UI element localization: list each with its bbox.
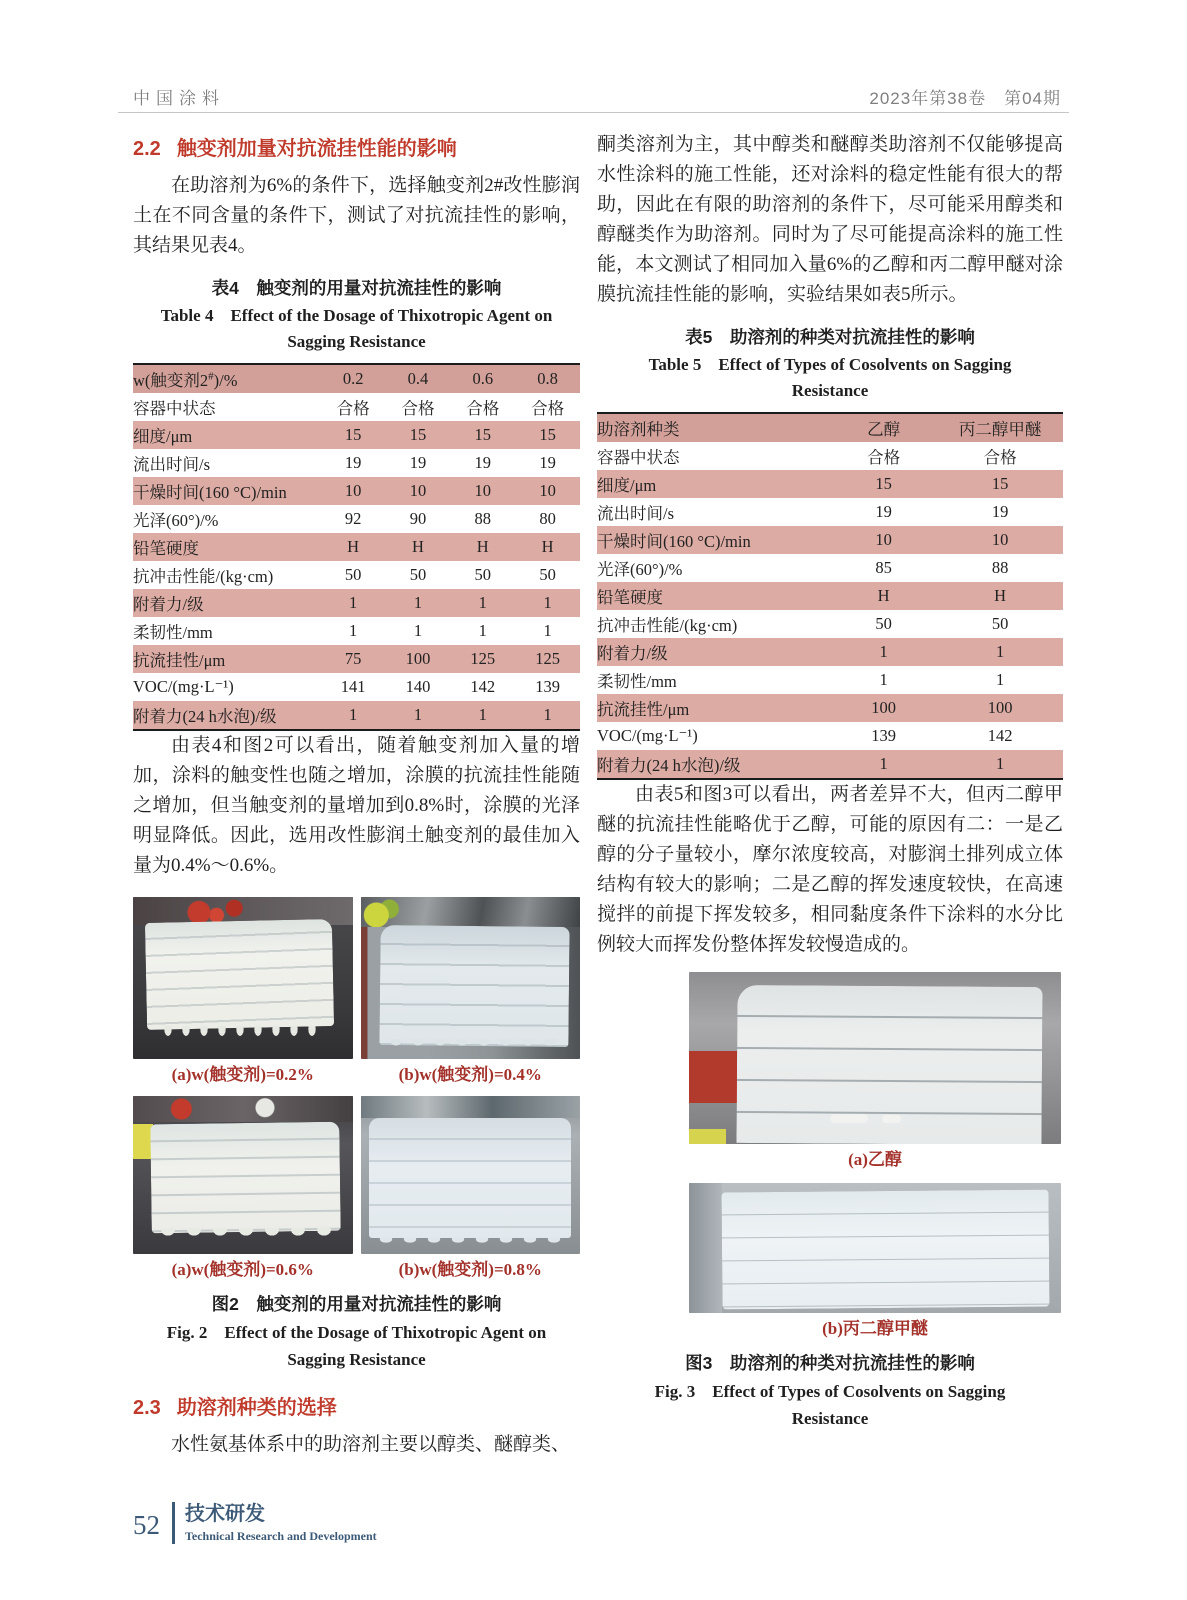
table5 — [597, 412, 1063, 780]
figure3-subcaption-b: (b)丙二醇甲醚 — [822, 1319, 928, 1338]
row-value: 100 — [405, 649, 431, 668]
section-2-3-heading — [133, 1391, 580, 1420]
table4-caption-cn: 表4 触变剂的用量对抗流挂性的影响 — [211, 278, 502, 298]
table-row — [133, 533, 580, 561]
row-value: 10 — [991, 530, 1009, 549]
sagging-drips — [385, 1039, 565, 1053]
figure2-caption — [133, 1291, 580, 1373]
figure2-photo-d — [361, 1096, 581, 1254]
row-value: 80 — [539, 509, 556, 528]
painted-panel — [145, 919, 334, 1030]
row-value: H — [994, 586, 1007, 605]
painted-panel — [369, 1118, 571, 1238]
table-row — [133, 421, 580, 449]
row-value: 1 — [995, 670, 1005, 689]
painted-panel — [150, 1122, 340, 1234]
row-value: 50 — [875, 614, 892, 633]
figure2-subcaption-a: (a)w(触变剂)=0.2% — [171, 1065, 314, 1084]
row-value: 1 — [349, 705, 358, 724]
table5-caption-en: Table 5 Effect of Types of Cosolvents on Sagging Resistance — [648, 355, 1012, 400]
table-row — [597, 554, 1063, 582]
row-value: 1 — [995, 642, 1005, 661]
row-label: 附着力/级 — [133, 595, 204, 614]
row-value: 19 — [875, 502, 892, 521]
row-value: 1 — [543, 621, 552, 640]
row-value: 19 — [539, 453, 556, 472]
table-row — [133, 505, 580, 533]
table-row — [597, 638, 1063, 666]
paint-blob — [882, 1115, 901, 1123]
row-value: 140 — [405, 677, 431, 696]
row-value: 10 — [344, 481, 362, 500]
table-row — [133, 561, 580, 589]
row-value: 1 — [349, 621, 358, 640]
table4-caption-en: Table 4 Effect of the Dosage of Thixotropic Agent on Sagging Resistance — [160, 306, 553, 351]
row-value: 88 — [474, 509, 492, 528]
row-value: 1 — [879, 642, 888, 661]
row-value: 10 — [875, 530, 892, 549]
row-value: 142 — [470, 677, 496, 696]
figure3-photo-a — [689, 972, 1061, 1144]
row-label: 柔韧性/mm — [597, 672, 677, 691]
header-label: w(触变剂2#)/% — [133, 370, 238, 390]
row-value: 合格 — [531, 399, 565, 418]
row-value: 15 — [344, 425, 362, 444]
row-value: H — [476, 537, 489, 556]
table-row — [597, 750, 1063, 779]
row-value: 15 — [474, 425, 492, 444]
row-value: 75 — [344, 649, 362, 668]
table-header-row — [597, 413, 1063, 442]
sagging-drips — [155, 1228, 335, 1246]
row-value: 1 — [995, 754, 1005, 773]
row-value: 90 — [409, 509, 427, 528]
table-row — [133, 673, 580, 701]
red-object — [689, 1051, 737, 1103]
row-value: 142 — [987, 726, 1013, 745]
header-value: 0.8 — [537, 369, 558, 388]
row-value: 10 — [539, 481, 556, 500]
table-row — [597, 470, 1063, 498]
row-value: 1 — [478, 621, 487, 640]
row-value: 141 — [340, 677, 366, 696]
table-row — [133, 645, 580, 673]
row-label: 附着力(24 h水泡)/级 — [133, 707, 277, 726]
table-row — [597, 610, 1063, 638]
row-label: 附着力(24 h水泡)/级 — [597, 756, 741, 775]
table-row — [597, 526, 1063, 554]
row-value: 139 — [871, 726, 896, 745]
row-value: 15 — [539, 425, 556, 444]
row-value: 合格 — [867, 448, 901, 467]
paragraph: 水性氨基体系中的助溶剂主要以醇类、醚醇类、 — [171, 1434, 571, 1455]
row-value: 50 — [344, 565, 362, 584]
row-value: 88 — [991, 558, 1009, 577]
row-value: 100 — [871, 698, 896, 717]
footer-section-en: Technical Research and Development — [185, 1529, 377, 1543]
figure2-subcaption-c: (a)w(触变剂)=0.6% — [171, 1260, 314, 1279]
figure3-caption — [597, 1350, 1063, 1432]
table-row — [597, 666, 1063, 694]
row-value: 1 — [413, 593, 423, 612]
page-footer — [133, 1502, 377, 1544]
row-label: 容器中状态 — [597, 448, 680, 467]
header-value: 0.2 — [342, 369, 364, 388]
row-value: 合格 — [401, 399, 435, 418]
row-value: 19 — [474, 453, 492, 472]
row-value: 19 — [991, 502, 1009, 521]
row-value: 15 — [991, 474, 1009, 493]
table-row — [597, 722, 1063, 750]
paragraph: 酮类溶剂为主，其中醇类和醚醇类助溶剂不仅能够提高水性涂料的施工性能，还对涂料的稳定性能有很大的帮助，因此在有限的助溶剂的条件下，尽可能采用醇类和醇醚类作为助溶剂。同时为了尽可能提高涂料的施工性能，本文测试了相同加入量6%的乙醇和丙二醇甲醚对涂膜抗流挂性能的影响，实验结果如表5所示。 — [597, 134, 1063, 305]
paragraph: 由表5和图3可以看出，两者差异不大，但丙二醇甲醚的抗流挂性能略优于乙醇，可能的原因有二：一是乙醇的分子量较小，摩尔浓度较高，对膨润土排列成立体结构有较大的影响；二是乙醇的挥发速度较快，在高速搅拌的前提下挥发较多，相同黏度条件下涂料的水分比例较大而挥发份整体挥发较慢造成的。 — [597, 784, 1063, 955]
header-value: 丙二醇甲醚 — [958, 420, 1042, 439]
row-value: 1 — [478, 593, 487, 612]
row-label: 光泽(60°)/% — [597, 560, 683, 579]
figure2-cell-d — [361, 1088, 581, 1283]
page-number: 52 — [133, 1510, 160, 1540]
sagging-drips — [374, 1237, 567, 1249]
row-label: 容器中状态 — [133, 399, 216, 418]
row-value: 1 — [349, 593, 358, 612]
row-value: 1 — [413, 705, 423, 724]
figure2-caption-cn: 图2 触变剂的用量对抗流挂性的影响 — [211, 1294, 502, 1314]
table-row — [133, 477, 580, 505]
figure3-photo-b — [689, 1183, 1061, 1313]
table5-caption-cn: 表5 助溶剂的种类对抗流挂性的影响 — [685, 327, 975, 347]
figure3-subcaption-a: (a)乙醇 — [848, 1150, 902, 1169]
right-column — [597, 130, 1063, 1432]
issue-info: 2023年第38卷 第04期 — [869, 89, 1061, 108]
table-row — [597, 694, 1063, 722]
figure2-photo-a — [133, 897, 353, 1059]
figure2-caption-en: Fig. 2 Effect of the Dosage of Thixotropic Agent on Sagging Resistance — [166, 1323, 547, 1369]
figure2-subcaption-b: (b)w(触变剂)=0.4% — [398, 1065, 542, 1084]
row-label: 抗冲击性能/(kg·cm) — [133, 567, 274, 586]
row-value: 1 — [879, 754, 888, 773]
row-value: 100 — [987, 698, 1013, 717]
footer-section-cn: 技术研发 — [185, 1503, 265, 1525]
figure2-cell-b — [361, 897, 581, 1088]
header-value: 0.4 — [407, 369, 429, 388]
row-label: 抗流挂性/μm — [597, 700, 690, 719]
section-number: 2.3 — [133, 1397, 161, 1419]
row-value: 1 — [543, 593, 552, 612]
row-value: 1 — [879, 670, 888, 689]
header-value: 0.6 — [472, 369, 494, 388]
row-value: 10 — [474, 481, 492, 500]
row-value: H — [877, 586, 890, 605]
table-row — [597, 498, 1063, 526]
table-row — [133, 701, 580, 730]
table5-caption — [597, 324, 1063, 404]
painted-panel — [380, 925, 570, 1047]
section-number: 2.2 — [133, 138, 161, 160]
footer-section — [172, 1502, 377, 1544]
row-value: 合格 — [466, 399, 500, 418]
row-value: 139 — [535, 677, 560, 696]
row-value: 1 — [543, 705, 552, 724]
section-2-2-heading — [133, 132, 580, 161]
header-label: 助溶剂种类 — [597, 420, 680, 439]
table-row — [133, 393, 580, 421]
figure3-caption-cn: 图3 助溶剂的种类对抗流挂性的影响 — [685, 1353, 975, 1373]
figure2-cell-a — [133, 897, 353, 1088]
row-label: 柔韧性/mm — [133, 623, 213, 642]
row-value: H — [411, 537, 424, 556]
row-value: 1 — [478, 705, 487, 724]
table4 — [133, 363, 580, 731]
row-label: 流出时间/s — [133, 455, 211, 474]
row-label: 细度/μm — [133, 427, 193, 446]
left-column — [133, 132, 580, 1460]
row-value: 19 — [409, 453, 427, 472]
figure2-subcaption-d: (b)w(触变剂)=0.8% — [398, 1260, 542, 1279]
panel-edge — [689, 1183, 722, 1313]
row-label: 细度/μm — [597, 476, 657, 495]
figure2-cell-c — [133, 1088, 353, 1283]
row-label: 抗流挂性/μm — [133, 651, 226, 670]
table-row — [597, 582, 1063, 610]
row-value: 125 — [470, 649, 496, 668]
row-value: 50 — [474, 565, 492, 584]
row-value: 15 — [875, 474, 892, 493]
header-divider — [118, 112, 1069, 113]
row-label: 干燥时间(160 °C)/min — [597, 532, 751, 551]
row-value: 50 — [991, 614, 1009, 633]
section-title: 触变剂加量对抗流挂性能的影响 — [176, 138, 457, 160]
table-row — [133, 617, 580, 645]
row-label: 附着力/级 — [597, 644, 668, 663]
paragraph: 由表4和图2可以看出，随着触变剂加入量的增加，涂料的触变性也随之增加，涂膜的抗流挂性能随之增加，但当触变剂的量增加到0.8%时，涂膜的光泽明显降低。因此，选用改性膨润土触变剂的最佳加入量为0.4%～0.6%。 — [133, 735, 580, 876]
table4-caption — [133, 275, 580, 355]
section-title: 助溶剂种类的选择 — [176, 1397, 337, 1419]
row-label: VOC/(mg·L⁻¹) — [597, 726, 698, 745]
painted-panel — [722, 1189, 1050, 1309]
row-value: 92 — [344, 509, 362, 528]
sagging-drips — [159, 1026, 324, 1049]
row-value: 10 — [409, 481, 427, 500]
figure2-photo-b — [361, 897, 581, 1059]
row-label: 铅笔硬度 — [597, 588, 663, 607]
header-value: 乙醇 — [867, 420, 901, 439]
photo-background — [361, 1096, 581, 1118]
row-value: 19 — [344, 453, 362, 472]
photo-background — [361, 897, 581, 927]
row-value: H — [541, 537, 554, 556]
figure3 — [689, 972, 1061, 1342]
row-value: 50 — [539, 565, 556, 584]
row-label: VOC/(mg·L⁻¹) — [133, 677, 234, 696]
row-label: 光泽(60°)/% — [133, 511, 219, 530]
figure3-caption-en: Fig. 3 Effect of Types of Cosolvents on Sagging Resistance — [654, 1382, 1006, 1428]
table-row — [133, 589, 580, 617]
row-label: 铅笔硬度 — [133, 539, 199, 558]
row-label: 干燥时间(160 °C)/min — [133, 483, 287, 502]
table-row — [597, 442, 1063, 470]
row-value: 合格 — [336, 399, 370, 418]
paragraph: 在助溶剂为6%的条件下，选择触变剂2#改性膨润土在不同含量的条件下，测试了对抗流挂性的影响，其结果见表4。 — [133, 175, 580, 256]
figure2-photo-c — [133, 1096, 353, 1254]
row-label: 流出时间/s — [597, 504, 675, 523]
row-value: 15 — [409, 425, 427, 444]
row-value: 1 — [413, 621, 423, 640]
figure2 — [133, 897, 580, 1283]
paint-blob — [830, 1114, 867, 1123]
photo-background — [133, 1096, 353, 1122]
yellow-object — [689, 1129, 726, 1144]
row-value: 50 — [409, 565, 427, 584]
row-value: 合格 — [983, 448, 1017, 467]
table-header-row — [133, 364, 580, 393]
row-label: 抗冲击性能/(kg·cm) — [597, 616, 738, 635]
table-row — [133, 449, 580, 477]
row-value: 85 — [875, 558, 892, 577]
journal-name: 中国涂料 — [133, 89, 225, 108]
row-value: 125 — [535, 649, 560, 668]
row-value: H — [347, 537, 360, 556]
